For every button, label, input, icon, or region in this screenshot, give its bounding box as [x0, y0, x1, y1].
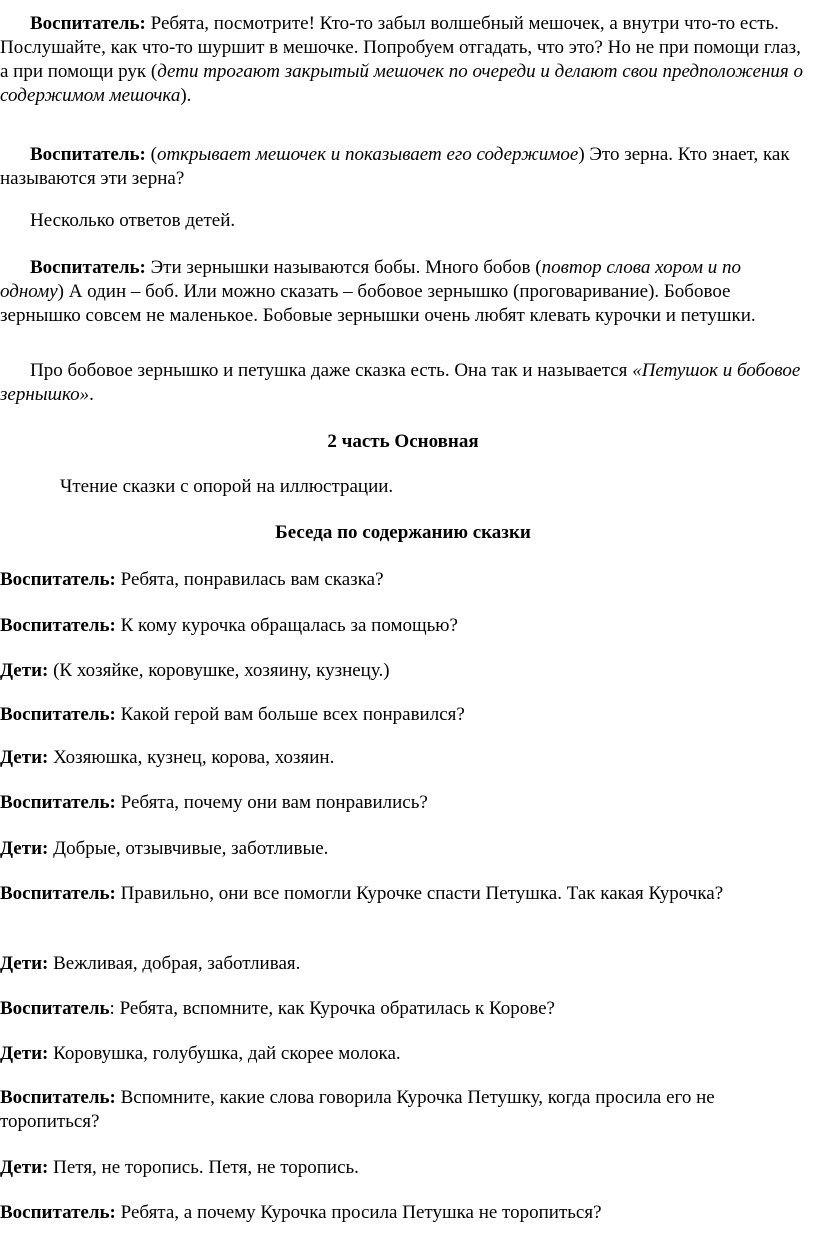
- section-heading-main: 2 часть Основная: [327, 431, 479, 452]
- paragraph-text: .: [89, 384, 94, 405]
- dialogue-text: Хозяюшка, кузнец, корова, хозяин.: [48, 747, 335, 768]
- paragraph-text: Эти зернышки называются бобы. Много бобов (: [145, 257, 542, 278]
- dialogue-line: [0, 1086, 806, 1134]
- section-heading-conversation: Беседа по содержанию сказки: [275, 522, 531, 543]
- paragraph-text: (: [145, 144, 157, 165]
- paragraph-text: ) А один – боб. Или можно сказать – бобовое зернышко (проговаривание). Бобовое зернышко совсем не маленькое. Бобовые зернышки очень любят клевать курочки и петушки.: [0, 281, 756, 326]
- speaker-label: Дети:: [0, 1157, 49, 1178]
- dialogue-line: [0, 1156, 806, 1180]
- dialogue-line: [0, 952, 806, 976]
- speaker-label: Воспитатель:: [0, 615, 116, 636]
- dialogue-line: [0, 882, 806, 906]
- dialogue-text: Ребята, почему они вам понравились?: [115, 792, 428, 813]
- paragraph-text: Несколько ответов детей.: [30, 210, 236, 231]
- dialogue-text: К кому курочка обращалась за помощью?: [115, 615, 458, 636]
- dialogue-text: (К хозяйке, коровушке, хозяину, кузнецу.): [48, 660, 390, 681]
- tale-title: «Петушок и бобовое зернышко»: [0, 360, 801, 405]
- speaker-label: Дети:: [0, 747, 49, 768]
- dialogue-line: [0, 1042, 806, 1066]
- speaker-label: Воспитатель:: [30, 13, 146, 34]
- dialogue-text: Вежливая, добрая, заботливая.: [48, 953, 301, 974]
- speaker-label: Дети:: [0, 953, 49, 974]
- speaker-label: Воспитатель:: [0, 883, 116, 904]
- dialogue-line: [0, 837, 806, 861]
- speaker-label: Воспитатель: [0, 998, 110, 1019]
- dialogue-line: [0, 746, 806, 770]
- dialogue-line: [0, 703, 806, 727]
- dialogue-text: Петя, не торопись. Петя, не торопись.: [48, 1157, 359, 1178]
- dialogue-text: Какой герой вам больше всех понравился?: [115, 704, 465, 725]
- speaker-label: Воспитатель:: [0, 1087, 116, 1108]
- dialogue-line: [0, 791, 806, 815]
- paragraph-reading: Чтение сказки с опорой на иллюстрации.: [60, 476, 394, 497]
- speaker-label: Воспитатель:: [0, 1202, 116, 1223]
- stage-direction: повтор слова хором и по одному: [0, 257, 741, 302]
- dialogue-line: [0, 659, 806, 683]
- speaker-label: Дети:: [0, 1043, 49, 1064]
- dialogue-text: Ребята, а почему Курочка просила Петушка не торопиться?: [115, 1202, 602, 1223]
- paragraph-text: ) Это зерна. Кто знает, как называются эти зерна?: [0, 144, 790, 189]
- speaker-label: Дети:: [0, 660, 49, 681]
- speaker-label: Дети:: [0, 838, 49, 859]
- speaker-label: Воспитатель:: [0, 569, 116, 590]
- paragraph-text: Ребята, посмотрите! Кто-то забыл волшебный мешочек, а внутри что-то есть. Послушайте, как что-то шуршит в мешочке. Попробуем отгадать, что это? Но не при помощи глаз, а при помощи рук (: [0, 13, 801, 82]
- stage-direction: открывает мешочек и показывает его содержимое: [156, 144, 579, 165]
- dialogue-text: Коровушка, голубушка, дай скорее молока.: [48, 1043, 401, 1064]
- dialogue-line: [0, 997, 806, 1021]
- paragraph-children-answers: [0, 209, 806, 233]
- paragraph-open-bag: [0, 143, 806, 191]
- paragraph-beans: [0, 256, 806, 328]
- speaker-label: Воспитатель:: [0, 792, 116, 813]
- dialogue-text: Вспомните, какие слова говорила Курочка Петушку, когда просила его не торопиться?: [0, 1087, 715, 1132]
- paragraph-text: ).: [180, 85, 192, 106]
- speaker-label: Воспитатель:: [30, 144, 146, 165]
- stage-direction: дети трогают закрытый мешочек по очереди и делают свои предположения о содержимом мешочка: [0, 61, 803, 106]
- paragraph-magic-bag: [0, 12, 806, 108]
- dialogue-line: [0, 614, 806, 638]
- dialogue-text: : Ребята, вспомните, как Курочка обратилась к Корове?: [109, 998, 555, 1019]
- speaker-label: Воспитатель:: [30, 257, 146, 278]
- dialogue-line: [0, 1201, 806, 1225]
- dialogue-line: [0, 568, 806, 592]
- paragraph-fairy-tale: [0, 359, 806, 407]
- speaker-label: Воспитатель:: [0, 704, 116, 725]
- dialogue-text: Добрые, отзывчивые, заботливые.: [48, 838, 329, 859]
- paragraph-text: Про бобовое зернышко и петушка даже сказка есть. Она так и называется: [30, 360, 633, 381]
- dialogue-text: Правильно, они все помогли Курочке спасти Петушка. Так какая Курочка?: [115, 883, 724, 904]
- dialogue-text: Ребята, понравилась вам сказка?: [115, 569, 384, 590]
